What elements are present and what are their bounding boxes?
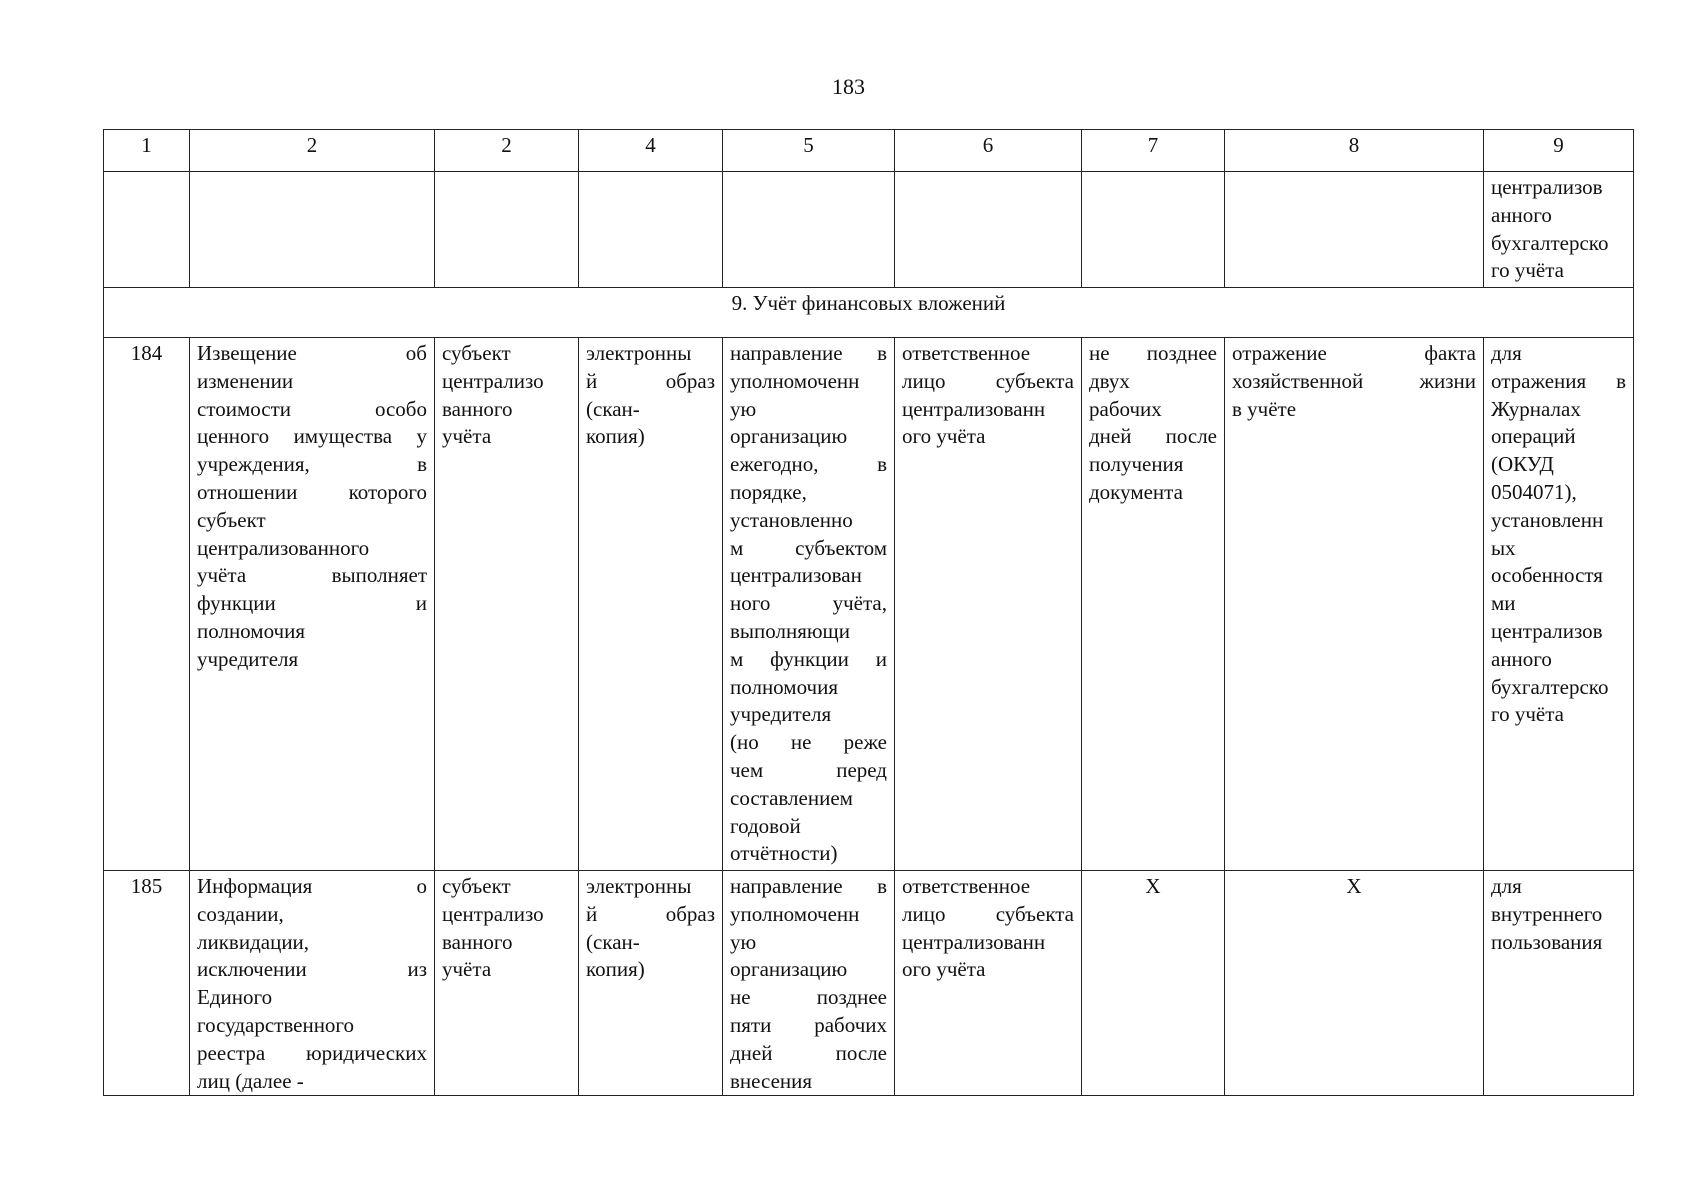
cell-text-line: учёта выполняет xyxy=(197,563,427,588)
cell-text-line: ного учёта, xyxy=(730,591,887,616)
cell-text-line: копия) xyxy=(586,424,645,449)
header-col-8: 8 xyxy=(1225,130,1484,172)
accounting-table xyxy=(103,129,1634,1096)
cell-text-line: отношении которого xyxy=(197,479,427,504)
cell-text-line: ответственное xyxy=(902,874,1031,898)
header-col-2: 2 xyxy=(190,130,435,172)
cell-text-line: й образ xyxy=(586,901,715,926)
cell-text-line: й образ xyxy=(586,368,715,393)
cell-text-line: централизован xyxy=(730,563,862,588)
cell-text-line: уполномоченн xyxy=(730,901,860,926)
transfer-procedure-cell xyxy=(723,338,895,871)
header-col-5: 5 xyxy=(723,130,895,172)
cell-text-line: стоимости особо xyxy=(197,396,427,421)
cont-cell-2 xyxy=(190,172,435,288)
cell-text-line: бухгалтерско xyxy=(1491,674,1609,699)
cell-text-line: централизованн xyxy=(902,929,1046,954)
cell-text-line: централизованн xyxy=(902,396,1046,421)
cell-text-line: чем перед xyxy=(730,757,887,782)
cell-text-line: выполняющи xyxy=(730,618,850,643)
cell-text-line: лицо субъекта xyxy=(902,368,1074,393)
cell-text-line: электронны xyxy=(586,341,692,365)
cell-text-line: (скан- xyxy=(586,396,640,421)
purpose-cell xyxy=(1484,871,1634,1096)
section-row xyxy=(104,288,1634,338)
cell-text-line: Извещение об xyxy=(197,341,427,365)
cell-text-line: ежегодно, в xyxy=(730,452,887,477)
cell-text-line: документа xyxy=(1089,479,1183,504)
cell-text-line: организацию xyxy=(730,957,848,982)
cell-text-line: централизов xyxy=(1491,175,1603,199)
header-col-3: 2 xyxy=(435,130,579,172)
page-number: 183 xyxy=(832,74,865,99)
cell-text-line: ценного имущества у xyxy=(197,424,427,449)
cell-text-line: государственного xyxy=(197,1012,355,1037)
header-col-1: 1 xyxy=(104,130,190,172)
responsible-cell xyxy=(895,338,1082,871)
cell-text-line: уполномоченн xyxy=(730,368,860,393)
cont-cell-6 xyxy=(895,172,1082,288)
cell-text-line: м субъектом xyxy=(730,535,887,560)
cell-text-line: (ОКУД xyxy=(1491,452,1554,477)
cell-text-line: бухгалтерско xyxy=(1491,230,1609,255)
header-col-9: 9 xyxy=(1484,130,1634,172)
section-title: 9. Учёт финансовых вложений xyxy=(104,288,1634,338)
format-cell xyxy=(579,871,723,1096)
cell-text-line: централизов xyxy=(1491,618,1603,643)
cell-text-line: в учёте xyxy=(1232,396,1297,421)
deadline-cell xyxy=(1082,338,1225,871)
cont-cell-7 xyxy=(1082,172,1225,288)
cell-text-line: го учёта xyxy=(1491,702,1564,727)
cell-text-line: установленно xyxy=(730,507,853,532)
cell-text-line: функции и xyxy=(197,591,427,616)
cell-text-line: (но не реже xyxy=(730,730,887,755)
row-number: 184 xyxy=(104,338,190,871)
cell-text-line: полномочия xyxy=(197,618,305,643)
cell-text-line: дней после xyxy=(730,1040,887,1065)
cell-text-line: пяти рабочих xyxy=(730,1012,887,1037)
cell-text-line: направление в xyxy=(730,341,887,365)
cell-text-line: ванного xyxy=(442,396,513,421)
cell-text-line: составлением xyxy=(730,785,853,810)
cell-text-line: ых xyxy=(1491,535,1516,560)
cell-text-line: субъект xyxy=(442,874,511,898)
cell-text-line: не позднее xyxy=(1089,341,1217,365)
cell-text-line: внутреннего xyxy=(1491,901,1603,926)
cell-text-line: ми xyxy=(1491,591,1516,616)
header-col-7: 7 xyxy=(1082,130,1225,172)
cell-text-line: особенностя xyxy=(1491,563,1603,588)
cont-cell-8 xyxy=(1225,172,1484,288)
cell-text-line: централизованного xyxy=(197,535,370,560)
cell-text-line: копия) xyxy=(586,957,645,982)
cell-text-line: учёта xyxy=(442,424,492,449)
document-name-cell xyxy=(190,871,435,1096)
cell-text-line: го учёта xyxy=(1491,258,1564,283)
cell-text-line: электронны xyxy=(586,874,692,898)
cell-text-line: внесения xyxy=(730,1068,813,1093)
cell-text-line: исключении из xyxy=(197,957,427,982)
cell-text-line: централизо xyxy=(442,901,544,926)
cell-text-line: изменении xyxy=(197,368,294,393)
cell-text-line: не позднее xyxy=(730,985,887,1010)
recording-cell: X xyxy=(1225,871,1484,1096)
cell-text-line: ответственное xyxy=(902,341,1031,365)
cont-cell-3 xyxy=(435,172,579,288)
cell-text-line: ую xyxy=(730,396,757,421)
cell-text-line: (скан- xyxy=(586,929,640,954)
cell-text-line: анного xyxy=(1491,202,1552,227)
transfer-procedure-cell xyxy=(723,871,895,1096)
deadline-cell: X xyxy=(1082,871,1225,1096)
cell-text-line: м функции и xyxy=(730,646,887,671)
cell-text-line: отражение факта xyxy=(1232,341,1476,365)
cont-cell-1 xyxy=(104,172,190,288)
cell-text-line: годовой xyxy=(730,813,801,838)
cell-text-line: создании, xyxy=(197,901,284,926)
cell-text-line: операций xyxy=(1491,424,1576,449)
responsible-cell xyxy=(895,871,1082,1096)
cell-text-line: лиц (далее - xyxy=(197,1068,304,1093)
cell-text-line: порядке, xyxy=(730,479,807,504)
purpose-cell xyxy=(1484,338,1634,871)
cont-cell-9 xyxy=(1484,172,1634,288)
table-row xyxy=(104,871,1634,1096)
header-col-4: 4 xyxy=(579,130,723,172)
cell-text-line: учредителя xyxy=(730,702,832,727)
cell-text-line: отражения в xyxy=(1491,368,1626,393)
cell-text-line: 0504071), xyxy=(1491,479,1577,504)
cell-text-line: централизо xyxy=(442,368,544,393)
cell-text-line: ую xyxy=(730,929,757,954)
cell-text-line: ванного xyxy=(442,929,513,954)
cell-text-line: хозяйственной жизни xyxy=(1232,368,1476,393)
header-col-6: 6 xyxy=(895,130,1082,172)
cell-text-line: отчётности) xyxy=(730,841,838,866)
cell-text-line: учёта xyxy=(442,957,492,982)
header-row xyxy=(104,130,1634,172)
cell-text-line: лицо субъекта xyxy=(902,901,1074,926)
table-row xyxy=(104,338,1634,871)
cell-text-line: субъект xyxy=(442,341,511,365)
cell-text-line: Информация о xyxy=(197,874,427,898)
cell-text-line: пользования xyxy=(1491,929,1603,954)
cell-text-line: анного xyxy=(1491,646,1552,671)
cell-text-line: учреждения, в xyxy=(197,452,427,477)
cell-text-line: ликвидации, xyxy=(197,929,310,954)
cell-text-line: полномочия xyxy=(730,674,838,699)
cell-text-line: субъект xyxy=(197,507,266,532)
composer-cell xyxy=(435,338,579,871)
cell-text-line: учредителя xyxy=(197,646,299,671)
row-number: 185 xyxy=(104,871,190,1096)
cont-cell-4 xyxy=(579,172,723,288)
format-cell xyxy=(579,338,723,871)
cell-text-line: реестра юридических xyxy=(197,1040,427,1065)
cell-text-line: Журналах xyxy=(1491,396,1581,421)
cont-cell-5 xyxy=(723,172,895,288)
cell-text-line: для xyxy=(1491,341,1522,365)
cell-text-line: двух xyxy=(1089,368,1130,393)
cell-text-line: организацию xyxy=(730,424,848,449)
cell-text-line: для xyxy=(1491,874,1522,898)
cell-text-line: направление в xyxy=(730,874,887,898)
recording-cell xyxy=(1225,338,1484,871)
cell-text-line: установленн xyxy=(1491,507,1604,532)
document-name-cell xyxy=(190,338,435,871)
cell-text-line: дней после xyxy=(1089,424,1217,449)
continuation-row xyxy=(104,172,1634,288)
cell-text-line: ого учёта xyxy=(902,957,986,982)
cell-text-line: рабочих xyxy=(1089,396,1162,421)
cell-text-line: получения xyxy=(1089,452,1184,477)
cell-text-line: Единого xyxy=(197,985,273,1010)
composer-cell xyxy=(435,871,579,1096)
cell-text-line: ого учёта xyxy=(902,424,986,449)
